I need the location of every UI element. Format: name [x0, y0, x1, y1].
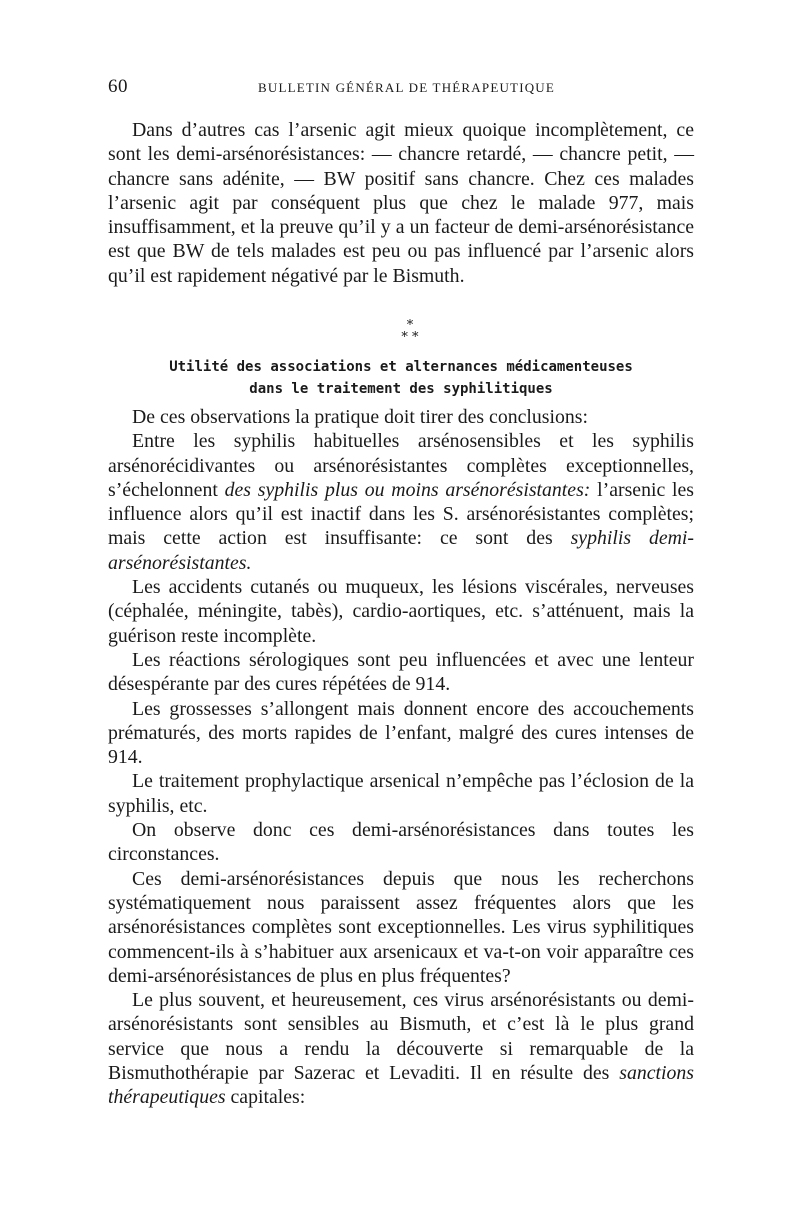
intro-text-block — [108, 118, 694, 288]
section-heading-line-1: Utilité des associations et alternances médicamenteuses — [169, 359, 633, 375]
asterism-separator — [0, 320, 800, 344]
paragraph-frequency: Ces demi-arsénorésistances depuis que nous les recherchons systématiquement nous paraissent assez fréquentes alors que les arsénorésistances complètes sont exceptionnelles. Les virus syphilitiques commencent-ils à s’habituer aux arsenicaux et va-t-on voir apparaître ces demi-arsénorésistances de plus en plus fréquentes? — [108, 867, 694, 987]
asterism-bottom: * * — [401, 330, 419, 345]
paragraph-syphilis-types — [108, 429, 694, 575]
paragraph-syphilis-types-text-2: l’arsenic les influence alors qu’il est inactif dans les S. arsénorésistantes complètes; mais cette action est insuffisante: ce sont des — [108, 478, 694, 550]
paragraph-conclusions-intro: De ces observations la pratique doit tirer des conclusions: — [132, 406, 588, 428]
section-heading-line-2: dans le traitement des syphilitiques — [249, 381, 553, 397]
paragraph-syphilis-types-italic-2: syphilis demi-arsénorésistantes. — [108, 527, 694, 574]
paragraph-accidents: Les accidents cutanés ou muqueux, les lésions viscérales, nerveuses (céphalée, méningite, tabès), cardio-aortiques, etc. s’atténuent, mais la guérison reste incomplète. — [108, 576, 694, 647]
paragraph-pregnancies: Les grossesses s’allongent mais donnent encore des accouchements prématurés, des morts rapides de l’enfant, malgré des cures intenses de 914. — [108, 697, 694, 769]
running-title: BULLETIN GÉNÉRAL DE THÉRAPEUTIQUE — [258, 80, 556, 95]
paragraph-bismuth-italic: sanctions thérapeutiques — [108, 1062, 694, 1109]
paragraph-bismuth — [108, 988, 694, 1109]
intro-paragraph: Dans d’autres cas l’arsenic agit mieux quoique incomplètement, ce sont les demi-arsénorésistances: — chancre retardé, — chancre petit, — chancre sans adénite, — BW positif sans chancre. Chez ces malades l’arsenic agit par conséquent plus que chez le malade 977, mais insuffisamment, et la preuve qu’il y a un facteur de demi-arsénorésistance est que BW de tels malades est peu ou pas influencé par l’arsenic alors qu’il est rapidement négativé par le Bismuth. — [108, 119, 694, 287]
paragraph-circumstances: On observe donc ces demi-arsénorésistances dans toutes les circonstances. — [108, 819, 694, 866]
asterism-top: * — [406, 318, 414, 333]
paragraph-syphilis-types-text-1: Entre les syphilis habituelles arsénosensibles et les syphilis arsénorécidivantes ou arsénorésistantes complètes exceptionnelles, s’échelonnent — [108, 430, 694, 501]
running-head — [108, 76, 694, 100]
paragraph-syphilis-types-italic-1: des syphilis plus ou moins arsénorésistantes: — [224, 478, 591, 501]
paragraph-bismuth-text-2: capitales: — [225, 1086, 306, 1109]
section-heading — [108, 356, 694, 400]
paragraph-prophylactic-treatment: Le traitement prophylactique arsenical n’empêche pas l’éclosion de la syphilis, etc. — [108, 770, 694, 817]
page-number: 60 — [108, 76, 128, 97]
section-body — [108, 405, 694, 1110]
paragraph-serological-reactions: Les réactions sérologiques sont peu influencées et avec une lenteur désespérante par des cures répétées de 914. — [108, 648, 694, 696]
paragraph-bismuth-text-1: Le plus souvent, et heureusement, ces virus arsénorésistants ou demi-arsénorésistants sont sensibles au Bismuth, et c’est là le plus grand service que nous a rendu la découverte si remarquable de la Bismuthothérapie par Sazerac et Levaditi. Il en résulte des — [108, 989, 694, 1085]
